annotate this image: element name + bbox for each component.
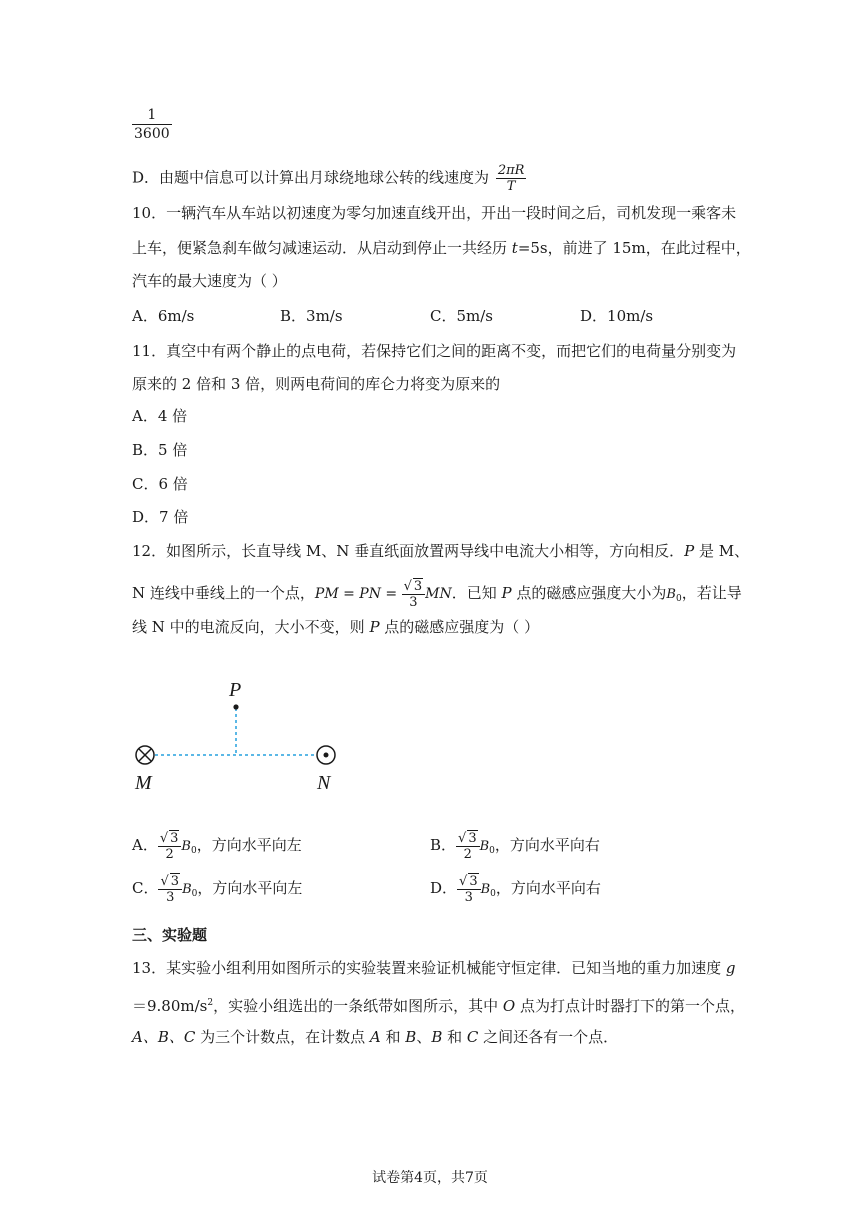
q12-line3: [132, 617, 539, 637]
sqrt-value: 3: [469, 874, 478, 889]
subscript: 0: [675, 594, 682, 604]
q12-option-c: [132, 873, 302, 905]
q10-line3: 汽车的最大速度为（ ）: [132, 272, 287, 290]
q12-option-b: [430, 830, 600, 862]
option-text: ，方向水平向右: [494, 836, 600, 854]
q10-option-a: A．6m/s: [132, 307, 195, 325]
q10-option-d: D．10m/s: [580, 307, 654, 325]
text: ＝9.80m/s: [132, 997, 208, 1015]
subscript: 0: [191, 889, 198, 899]
superscript: 2: [207, 998, 214, 1008]
sqrt-value: 3: [170, 874, 180, 889]
fraction-denominator: 3600: [134, 126, 170, 142]
fraction-denominator: 3: [464, 890, 473, 905]
q12-option-d: [430, 873, 601, 905]
text: 点的磁感应强度为（ ）: [379, 618, 540, 636]
label-m: M: [135, 772, 152, 794]
fraction-denominator: 3: [166, 890, 175, 905]
var-b: B: [666, 587, 676, 602]
var-c: C: [466, 1028, 479, 1046]
q11-option-a: A．4 倍: [132, 407, 188, 425]
var-b: B: [480, 882, 491, 897]
q11-option-c: C．6 倍: [132, 475, 188, 493]
wire-n-out-of-page-icon: [317, 746, 335, 764]
label-p: P: [229, 679, 242, 701]
q13-line3: [132, 1027, 618, 1047]
fraction-denominator: 3: [409, 595, 418, 610]
q9-option-d: [132, 163, 526, 194]
point-p-dot: [233, 704, 238, 709]
option-text: ，方向水平向右: [495, 879, 601, 897]
option-letter: A．: [132, 836, 158, 854]
q12-line1: [132, 541, 749, 561]
sqrt-value: 3: [468, 831, 477, 846]
wire-diagram: [125, 675, 365, 805]
q11-line1: 11．真空中有两个静止的点电荷，若保持它们之间的距离不变，而把它们的电荷量分别变为: [132, 342, 737, 360]
var-p: P: [684, 542, 695, 560]
var-b: B: [431, 1028, 443, 1046]
text: 和: [442, 1028, 467, 1046]
q12-option-a: [132, 830, 302, 862]
sqrt-sign: √: [160, 874, 169, 889]
q10-option-b: B．3m/s: [280, 307, 343, 325]
option-letter: B．: [430, 836, 457, 854]
sqrt-sign: √: [459, 874, 468, 889]
fraction-denominator: 2: [165, 847, 174, 862]
text: 之间还各有一个点．: [478, 1028, 619, 1046]
q11-option-b: B．5 倍: [132, 441, 188, 459]
subscript: 0: [490, 889, 496, 899]
text: 线 N 中的电流反向，大小不变，则: [132, 618, 370, 636]
var-mn: MN: [425, 586, 452, 602]
q11-line2: 原来的 2 倍和 3 倍，则两电荷间的库仑力将变为原来的: [132, 375, 501, 393]
text: 点的磁感应强度大小为: [511, 584, 667, 602]
label-n: N: [317, 772, 331, 794]
text: 12．如图所示，长直导线 M、N 垂直纸面放置两导线中电流大小相等，方向相反．: [132, 542, 685, 560]
var-o: O: [502, 997, 516, 1015]
sqrt-sign: √: [159, 831, 169, 846]
text: ．已知: [451, 584, 502, 602]
fraction-numerator: 1: [132, 106, 172, 125]
var-a: A: [369, 1028, 381, 1046]
var-b: B: [405, 1028, 417, 1046]
var-abc: A、B、C: [132, 1028, 196, 1046]
text: ，若让导: [681, 584, 742, 602]
text: ，实验小组选出的一条纸带如图所示，其中: [213, 997, 503, 1015]
sqrt-value: 3: [170, 831, 179, 846]
text: =5s，前进了 15m，在此过程中，: [517, 239, 751, 257]
var-b: B: [479, 839, 490, 854]
q13-line1: [132, 958, 735, 978]
fraction-denominator: 2: [463, 847, 472, 862]
text: 上车，便紧急刹车做匀减速运动．从启动到停止一共经历: [132, 239, 512, 257]
q12-line2: [132, 578, 742, 610]
wire-m-into-page-icon: [136, 746, 154, 764]
option-letter: C．: [132, 879, 159, 897]
sqrt-sign: √: [458, 831, 467, 846]
text: 、: [416, 1028, 432, 1046]
option-d-text: D．由题中信息可以计算出月球绕地球公转的线速度为: [132, 168, 490, 187]
var-t: t: [511, 239, 518, 257]
page-footer: 试卷第4页，共7页: [372, 1170, 488, 1186]
text: N 连线中垂线上的一个点，: [132, 584, 315, 602]
var-b: B: [182, 882, 192, 897]
text: 13．某实验小组利用如图所示的实验装置来验证机械能守恒定律．已知当地的重力加速度: [132, 959, 726, 977]
equation-left: PM = PN =: [314, 586, 402, 602]
subscript: 0: [489, 846, 495, 856]
q13-line2: [132, 993, 745, 1016]
fraction-numerator: 2πR: [497, 163, 525, 178]
q10-option-c: C．5m/s: [430, 307, 493, 325]
section-heading: 三、实验题: [132, 926, 208, 944]
text: 是 M、: [694, 542, 750, 560]
var-g: g: [725, 959, 736, 977]
q10-line1: 10．一辆汽车从车站以初速度为零匀加速直线开出，开出一段时间之后，司机发现一乘客未: [132, 204, 737, 222]
text: 点为打点计时器打下的第一个点，: [515, 997, 745, 1015]
q9-fraction: [132, 106, 172, 143]
text: 和: [380, 1028, 406, 1046]
sqrt-value: 3: [413, 579, 423, 594]
sqrt-sign: √: [403, 579, 412, 594]
text: 为三个计数点，在计数点: [195, 1028, 370, 1046]
subscript: 0: [190, 846, 197, 856]
var-p: P: [501, 584, 512, 602]
fraction-denominator: T: [506, 179, 516, 194]
option-text: ，方向水平向左: [197, 879, 303, 897]
q10-line2: [132, 238, 751, 258]
var-b: B: [181, 839, 191, 854]
option-letter: D．: [430, 879, 458, 897]
option-text: ，方向水平向左: [196, 836, 302, 854]
var-p: P: [369, 618, 380, 636]
q11-option-d: D．7 倍: [132, 508, 189, 526]
